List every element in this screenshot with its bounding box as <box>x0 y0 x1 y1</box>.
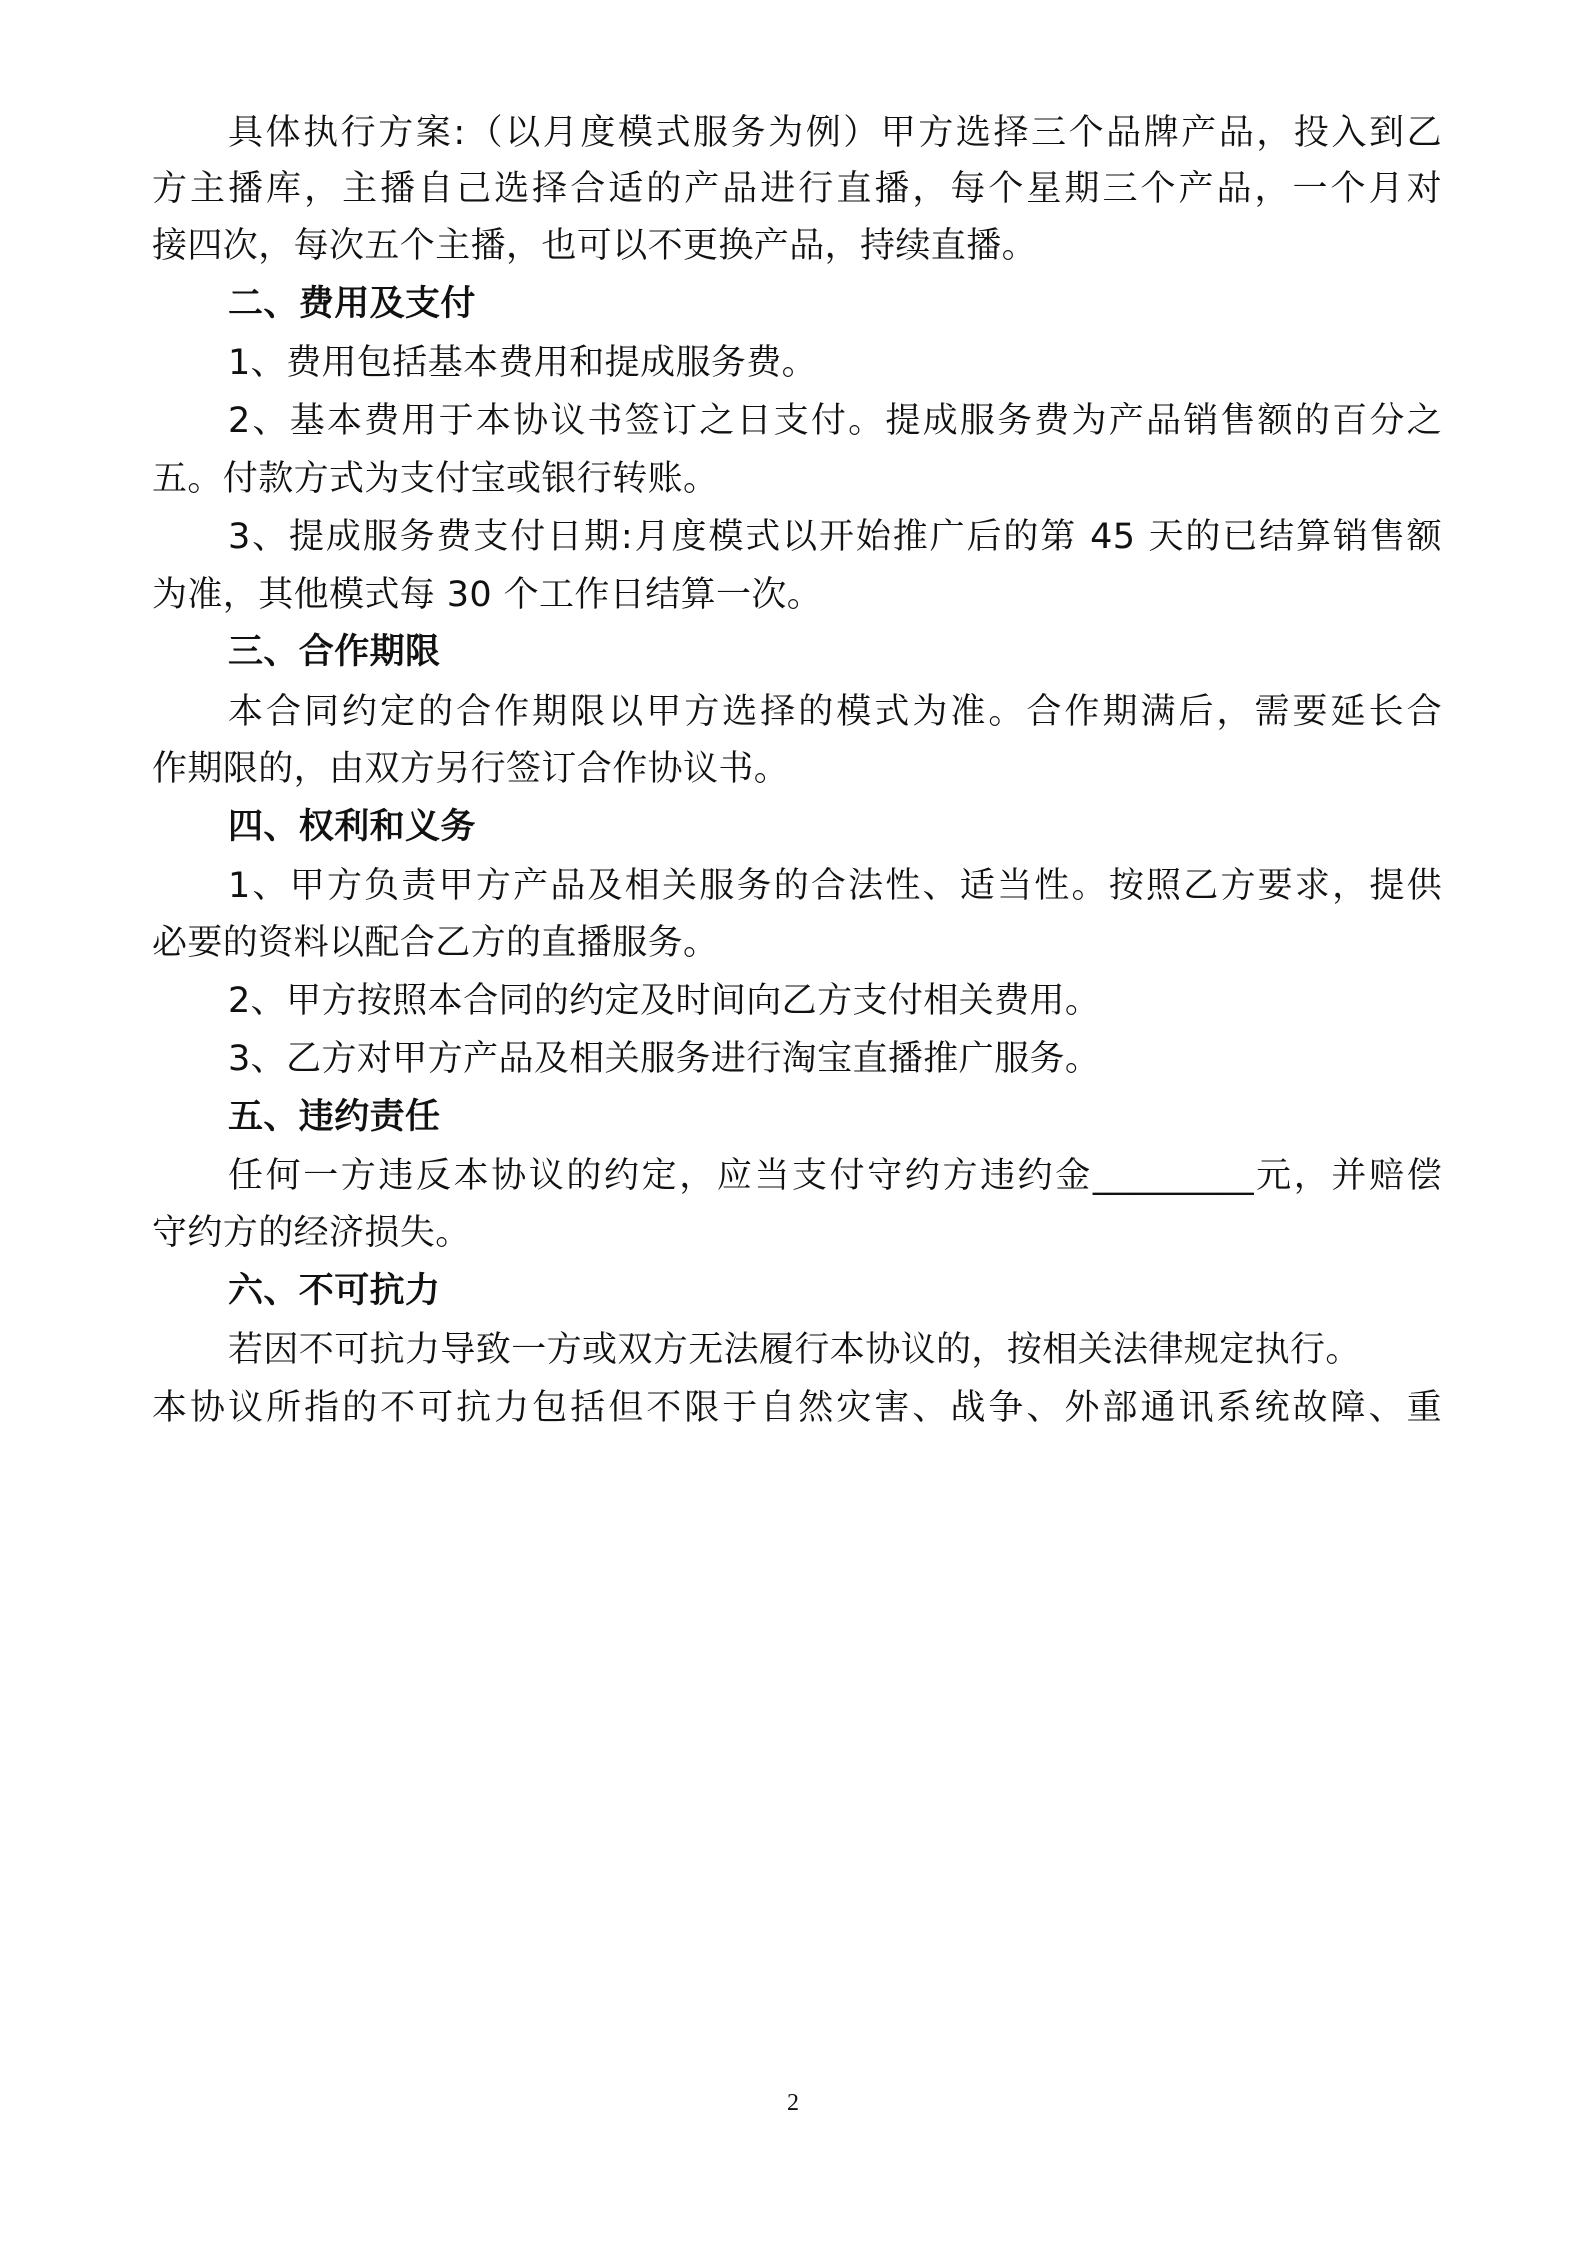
paragraph-line: 3、乙方对甲方产品及相关服务进行淘宝直播推广服务。 <box>228 1039 1101 1079</box>
paragraph-line: 具体执行方案:（以月度模式服务为例）甲方选择三个品牌产品，投入到乙 <box>228 113 1442 153</box>
paragraph-line: 1、费用包括基本费用和提成服务费。 <box>228 343 818 383</box>
page-number: 2 <box>787 2090 799 2116</box>
paragraph-line: 本合同约定的合作期限以甲方选择的模式为准。合作期满后，需要延长合 <box>228 692 1442 732</box>
paragraph-line: 方主播库，主播自己选择合适的产品进行直播，每个星期三个产品，一个月对 <box>152 169 1442 209</box>
section-heading: 六、不可抗力 <box>228 1271 441 1311</box>
paragraph-line: 本协议所指的不可抗力包括但不限于自然灾害、战争、外部通讯系统故障、重 <box>152 1388 1442 1428</box>
paragraph-line: 必要的资料以配合乙方的直播服务。 <box>152 923 719 963</box>
paragraph-line: 五。付款方式为支付宝或银行转账。 <box>152 459 719 499</box>
paragraph-line: 1、甲方负责甲方产品及相关服务的合法性、适当性。按照乙方要求，提供 <box>228 866 1442 906</box>
paragraph-line: 2、基本费用于本协议书签订之日支付。提成服务费为产品销售额的百分之 <box>228 401 1442 441</box>
paragraph-line: 2、甲方按照本合同的约定及时间向乙方支付相关费用。 <box>228 981 1101 1021</box>
paragraph-line: 守约方的经济损失。 <box>152 1213 471 1253</box>
section-heading: 四、权利和义务 <box>228 807 476 847</box>
section-heading: 五、违约责任 <box>228 1097 441 1137</box>
section-heading: 二、费用及支付 <box>228 284 476 324</box>
paragraph-line: 若因不可抗力导致一方或双方无法履行本协议的，按相关法律规定执行。 <box>228 1330 1361 1370</box>
paragraph-line: 作期限的，由双方另行签订合作协议书。 <box>152 749 790 789</box>
paragraph-line: 为准，其他模式每 30 个工作日结算一次。 <box>152 575 823 615</box>
paragraph-line: 3、提成服务费支付日期:月度模式以开始推广后的第 45 天的已结算销售额 <box>228 517 1442 557</box>
section-heading: 三、合作期限 <box>228 632 441 672</box>
paragraph-line: 任何一方违反本协议的约定，应当支付守约方违约金_________元，并赔偿 <box>228 1156 1442 1196</box>
paragraph-line: 接四次，每次五个主播，也可以不更换产品，持续直播。 <box>152 226 1038 266</box>
